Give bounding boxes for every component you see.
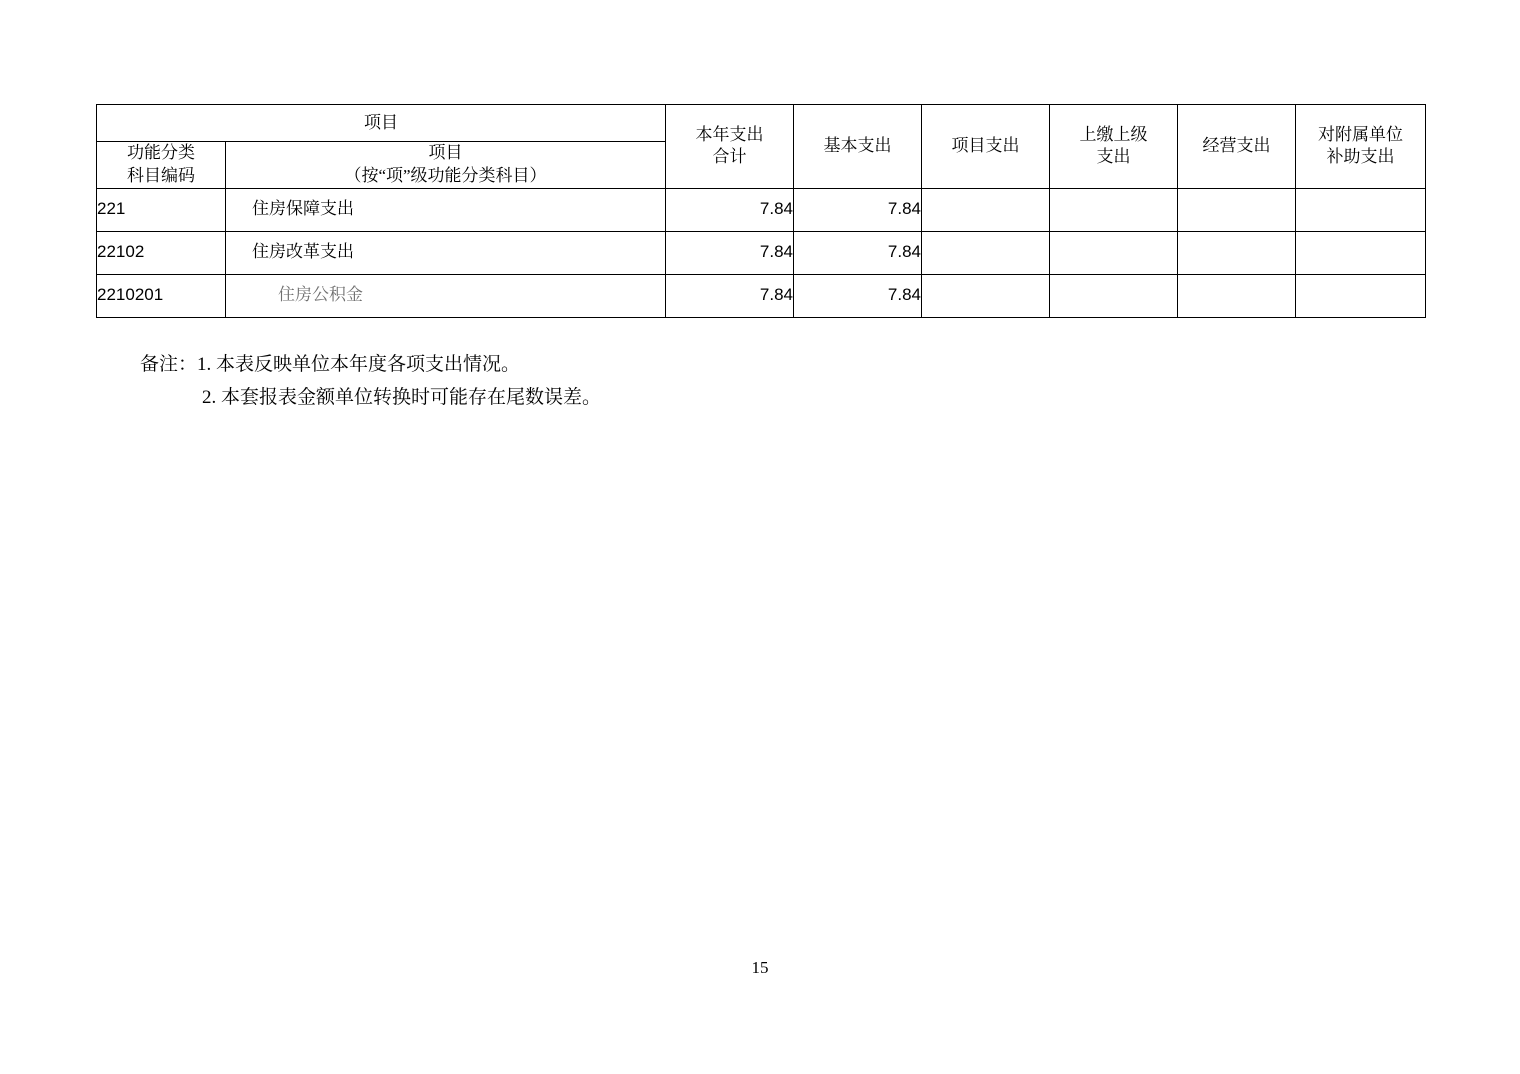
header-total-expenditure-line1: 本年支出 xyxy=(695,124,764,144)
row-name: 住房改革支出 xyxy=(226,231,666,274)
row-upper xyxy=(1050,188,1178,231)
row-project xyxy=(922,188,1050,231)
expenditure-table xyxy=(96,104,1426,318)
header-operating-expenditure: 经营支出 xyxy=(1178,105,1296,189)
header-item-group: 项目 xyxy=(97,105,666,142)
header-total-expenditure-line2: 合计 xyxy=(712,147,747,167)
row-basic: 7.84 xyxy=(794,231,922,274)
row-total: 7.84 xyxy=(666,274,794,317)
row-upper xyxy=(1050,231,1178,274)
row-code: 2210201 xyxy=(97,274,226,317)
row-subsidiary xyxy=(1296,188,1426,231)
row-subsidiary xyxy=(1296,274,1426,317)
header-function-code-line2: 科目编码 xyxy=(127,165,195,185)
table-row xyxy=(97,231,1426,274)
table-row xyxy=(97,274,1426,317)
page-number: 15 xyxy=(751,958,769,977)
row-operating xyxy=(1178,274,1296,317)
header-subsidiary-expenditure xyxy=(1296,105,1426,189)
row-name: 住房公积金 xyxy=(226,274,666,317)
row-upper xyxy=(1050,274,1178,317)
row-project xyxy=(922,231,1050,274)
header-item-name-line2: （按“项”级功能分类科目） xyxy=(344,165,547,185)
row-basic: 7.84 xyxy=(794,188,922,231)
header-basic-expenditure: 基本支出 xyxy=(794,105,922,189)
expenditure-table-container xyxy=(96,104,1426,318)
table-notes xyxy=(140,348,601,415)
header-function-code xyxy=(97,142,226,189)
header-upper-level-line1: 上缴上级 xyxy=(1079,124,1148,144)
header-function-code-line1: 功能分类 xyxy=(127,143,195,162)
row-code: 221 xyxy=(97,188,226,231)
note-line-1: 备注：1. 本表反映单位本年度各项支出情况。 xyxy=(140,354,521,375)
row-total: 7.84 xyxy=(666,188,794,231)
header-subsidiary-line1: 对附属单位 xyxy=(1318,124,1403,144)
header-upper-level-line2: 支出 xyxy=(1096,147,1131,167)
header-item-name-line1: 项目 xyxy=(428,143,463,162)
row-total: 7.84 xyxy=(666,231,794,274)
row-subsidiary xyxy=(1296,231,1426,274)
row-project xyxy=(922,274,1050,317)
row-operating xyxy=(1178,188,1296,231)
header-item-name xyxy=(226,142,666,189)
header-upper-level-expenditure xyxy=(1050,105,1178,189)
row-name: 住房保障支出 xyxy=(226,188,666,231)
table-header-row-1 xyxy=(97,105,1426,142)
note-line-2: 2. 本套报表金额单位转换时可能存在尾数误差。 xyxy=(202,387,602,409)
header-total-expenditure xyxy=(666,105,794,189)
row-basic: 7.84 xyxy=(794,274,922,317)
row-operating xyxy=(1178,231,1296,274)
header-subsidiary-line2: 补助支出 xyxy=(1326,147,1395,167)
header-project-expenditure: 项目支出 xyxy=(922,105,1050,189)
table-row xyxy=(97,188,1426,231)
row-code: 22102 xyxy=(97,231,226,274)
